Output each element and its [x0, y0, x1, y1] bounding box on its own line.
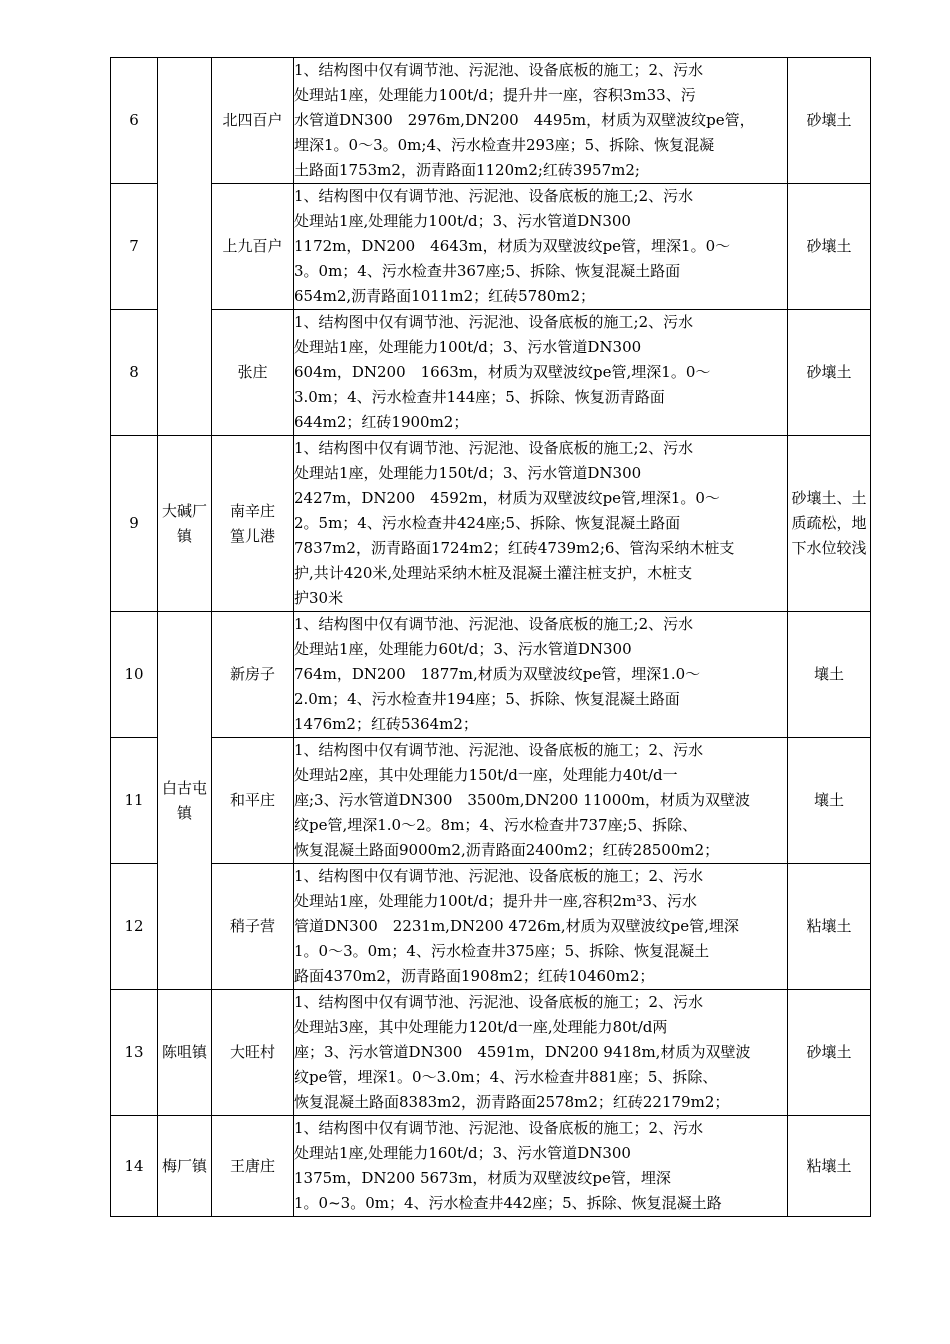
soil-type: 砂壤土: [788, 58, 871, 184]
row-number: 11: [111, 738, 158, 864]
soil-type: 粘壤土: [788, 1116, 871, 1217]
village-name: 北四百户: [212, 58, 294, 184]
work-content: 1、结构图中仅有调节池、污泥池、设备底板的施工；2、污水 处理站1座,处理能力160t/d；3、污水管道DN300 1375m，DN200 5673m，材质为双壁波纹pe管，埋深 1。0~3。0m；4、污水检查井442座；5、拆除、恢复混凝土路: [294, 1116, 788, 1217]
row-number: 13: [111, 990, 158, 1116]
soil-type: 壤土: [788, 738, 871, 864]
table-row: [111, 58, 871, 184]
work-content: 1、结构图中仅有调节池、污泥池、设备底板的施工；2、污水 处理站1座，处理能力100t/d；提升井一座,容积2m³3、污水 管道DN300 2231m,DN200 4726m,材质为双壁波纹pe管,埋深 1。0～3。0m；4、污水检查井375座；5、拆除、恢复混凝土 路面4370m2，沥青路面1908m2；红砖10460m2；: [294, 864, 788, 990]
table-row: [111, 990, 871, 1116]
work-content: 1、结构图中仅有调节池、污泥池、设备底板的施工;2、污水 处理站1座,处理能力100t/d；3、污水管道DN300 1172m，DN200 4643m，材质为双壁波纹pe管，埋深1。0～ 3。0m；4、污水检查井367座;5、拆除、恢复混凝土路面 654m2,沥青路面1011m2；红砖5780m2；: [294, 184, 788, 310]
town-cell-empty: [158, 58, 212, 436]
soil-type: 壤土: [788, 612, 871, 738]
soil-type: 砂壤土: [788, 184, 871, 310]
village-name: 稍子营: [212, 864, 294, 990]
project-table: [110, 57, 871, 1217]
work-content: 1、结构图中仅有调节池、污泥池、设备底板的施工；2、污水 处理站2座，其中处理能力150t/d一座，处理能力40t/d一 座;3、污水管道DN300 3500m,DN200 11000m，材质为双壁波 纹pe管,埋深1.0～2。8m；4、污水检查井737座;5、拆除、 恢复混凝土路面9000m2,沥青路面2400m2；红砖28500m2；: [294, 738, 788, 864]
work-content: 1、结构图中仅有调节池、污泥池、设备底板的施工；2、污水 处理站3座，其中处理能力120t/d一座,处理能力80t/d两 座；3、污水管道DN300 4591m，DN200 9418m,材质为双壁波 纹pe管，埋深1。0～3.0m；4、污水检查井881座；5、拆除、 恢复混凝土路面8383m2，沥青路面2578m2；红砖22179m2；: [294, 990, 788, 1116]
table-row: [111, 436, 871, 612]
table-row: [111, 184, 871, 310]
village-name: 上九百户: [212, 184, 294, 310]
row-number: 12: [111, 864, 158, 990]
row-number: 7: [111, 184, 158, 310]
village-name-line: 篁儿港: [229, 526, 275, 545]
village-name: 张庄: [212, 310, 294, 436]
row-number: 14: [111, 1116, 158, 1217]
town-name: 梅厂镇: [158, 1116, 212, 1217]
work-content: 1、结构图中仅有调节池、污泥池、设备底板的施工;2、污水 处理站1座，处理能力60t/d；3、污水管道DN300 764m，DN200 1877m,材质为双壁波纹pe管，埋深1.0～ 2.0m；4、污水检查井194座；5、拆除、恢复混凝土路面 1476m2；红砖5364m2；: [294, 612, 788, 738]
table-row: [111, 864, 871, 990]
row-number: 6: [111, 58, 158, 184]
town-name: 大碱厂镇: [158, 436, 212, 612]
village-name: 大旺村: [212, 990, 294, 1116]
table-row: [111, 310, 871, 436]
soil-type: 砂壤土、土质疏松，地下水位较浅: [788, 436, 871, 612]
village-name: 王唐庄: [212, 1116, 294, 1217]
village-name: [212, 436, 294, 612]
work-content: 1、结构图中仅有调节池、污泥池、设备底板的施工;2、污水 处理站1座，处理能力100t/d；3、污水管道DN300 604m，DN200 1663m，材质为双壁波纹pe管,埋深1。0～ 3.0m；4、污水检查井144座；5、拆除、恢复沥青路面 644m2；红砖1900m2；: [294, 310, 788, 436]
table-row: [111, 738, 871, 864]
row-number: 10: [111, 612, 158, 738]
row-number: 8: [111, 310, 158, 436]
village-name: 和平庄: [212, 738, 294, 864]
town-name: 白古屯镇: [158, 612, 212, 990]
soil-type: 砂壤土: [788, 310, 871, 436]
table-row: [111, 1116, 871, 1217]
village-name-line: 南辛庄: [229, 501, 275, 520]
row-number: 9: [111, 436, 158, 612]
town-name: 陈咀镇: [158, 990, 212, 1116]
soil-type: 粘壤土: [788, 864, 871, 990]
work-content: 1、结构图中仅有调节池、污泥池、设备底板的施工；2、污水 处理站1座，处理能力100t/d；提升井一座，容积3m33、污 水管道DN300 2976m,DN200 4495m，材质为双壁波纹pe管， 埋深1。0～3。0m;4、污水检查井293座；5、拆除、恢复混凝 土路面1753m2，沥青路面1120m2;红砖3957m2;: [294, 58, 788, 184]
work-content: 1、结构图中仅有调节池、污泥池、设备底板的施工;2、污水 处理站1座，处理能力150t/d；3、污水管道DN300 2427m，DN200 4592m，材质为双壁波纹pe管,埋深1。0～ 2。5m；4、污水检查井424座;5、拆除、恢复混凝土路面 7837m2，沥青路面1724m2；红砖4739m2;6、管沟采纳木桩支 护,共计420米,处理站采纳木桩及混凝土灌注桩支护，木桩支 护30米: [294, 436, 788, 612]
table-row: [111, 612, 871, 738]
soil-type: 砂壤土: [788, 990, 871, 1116]
village-name: 新房子: [212, 612, 294, 738]
